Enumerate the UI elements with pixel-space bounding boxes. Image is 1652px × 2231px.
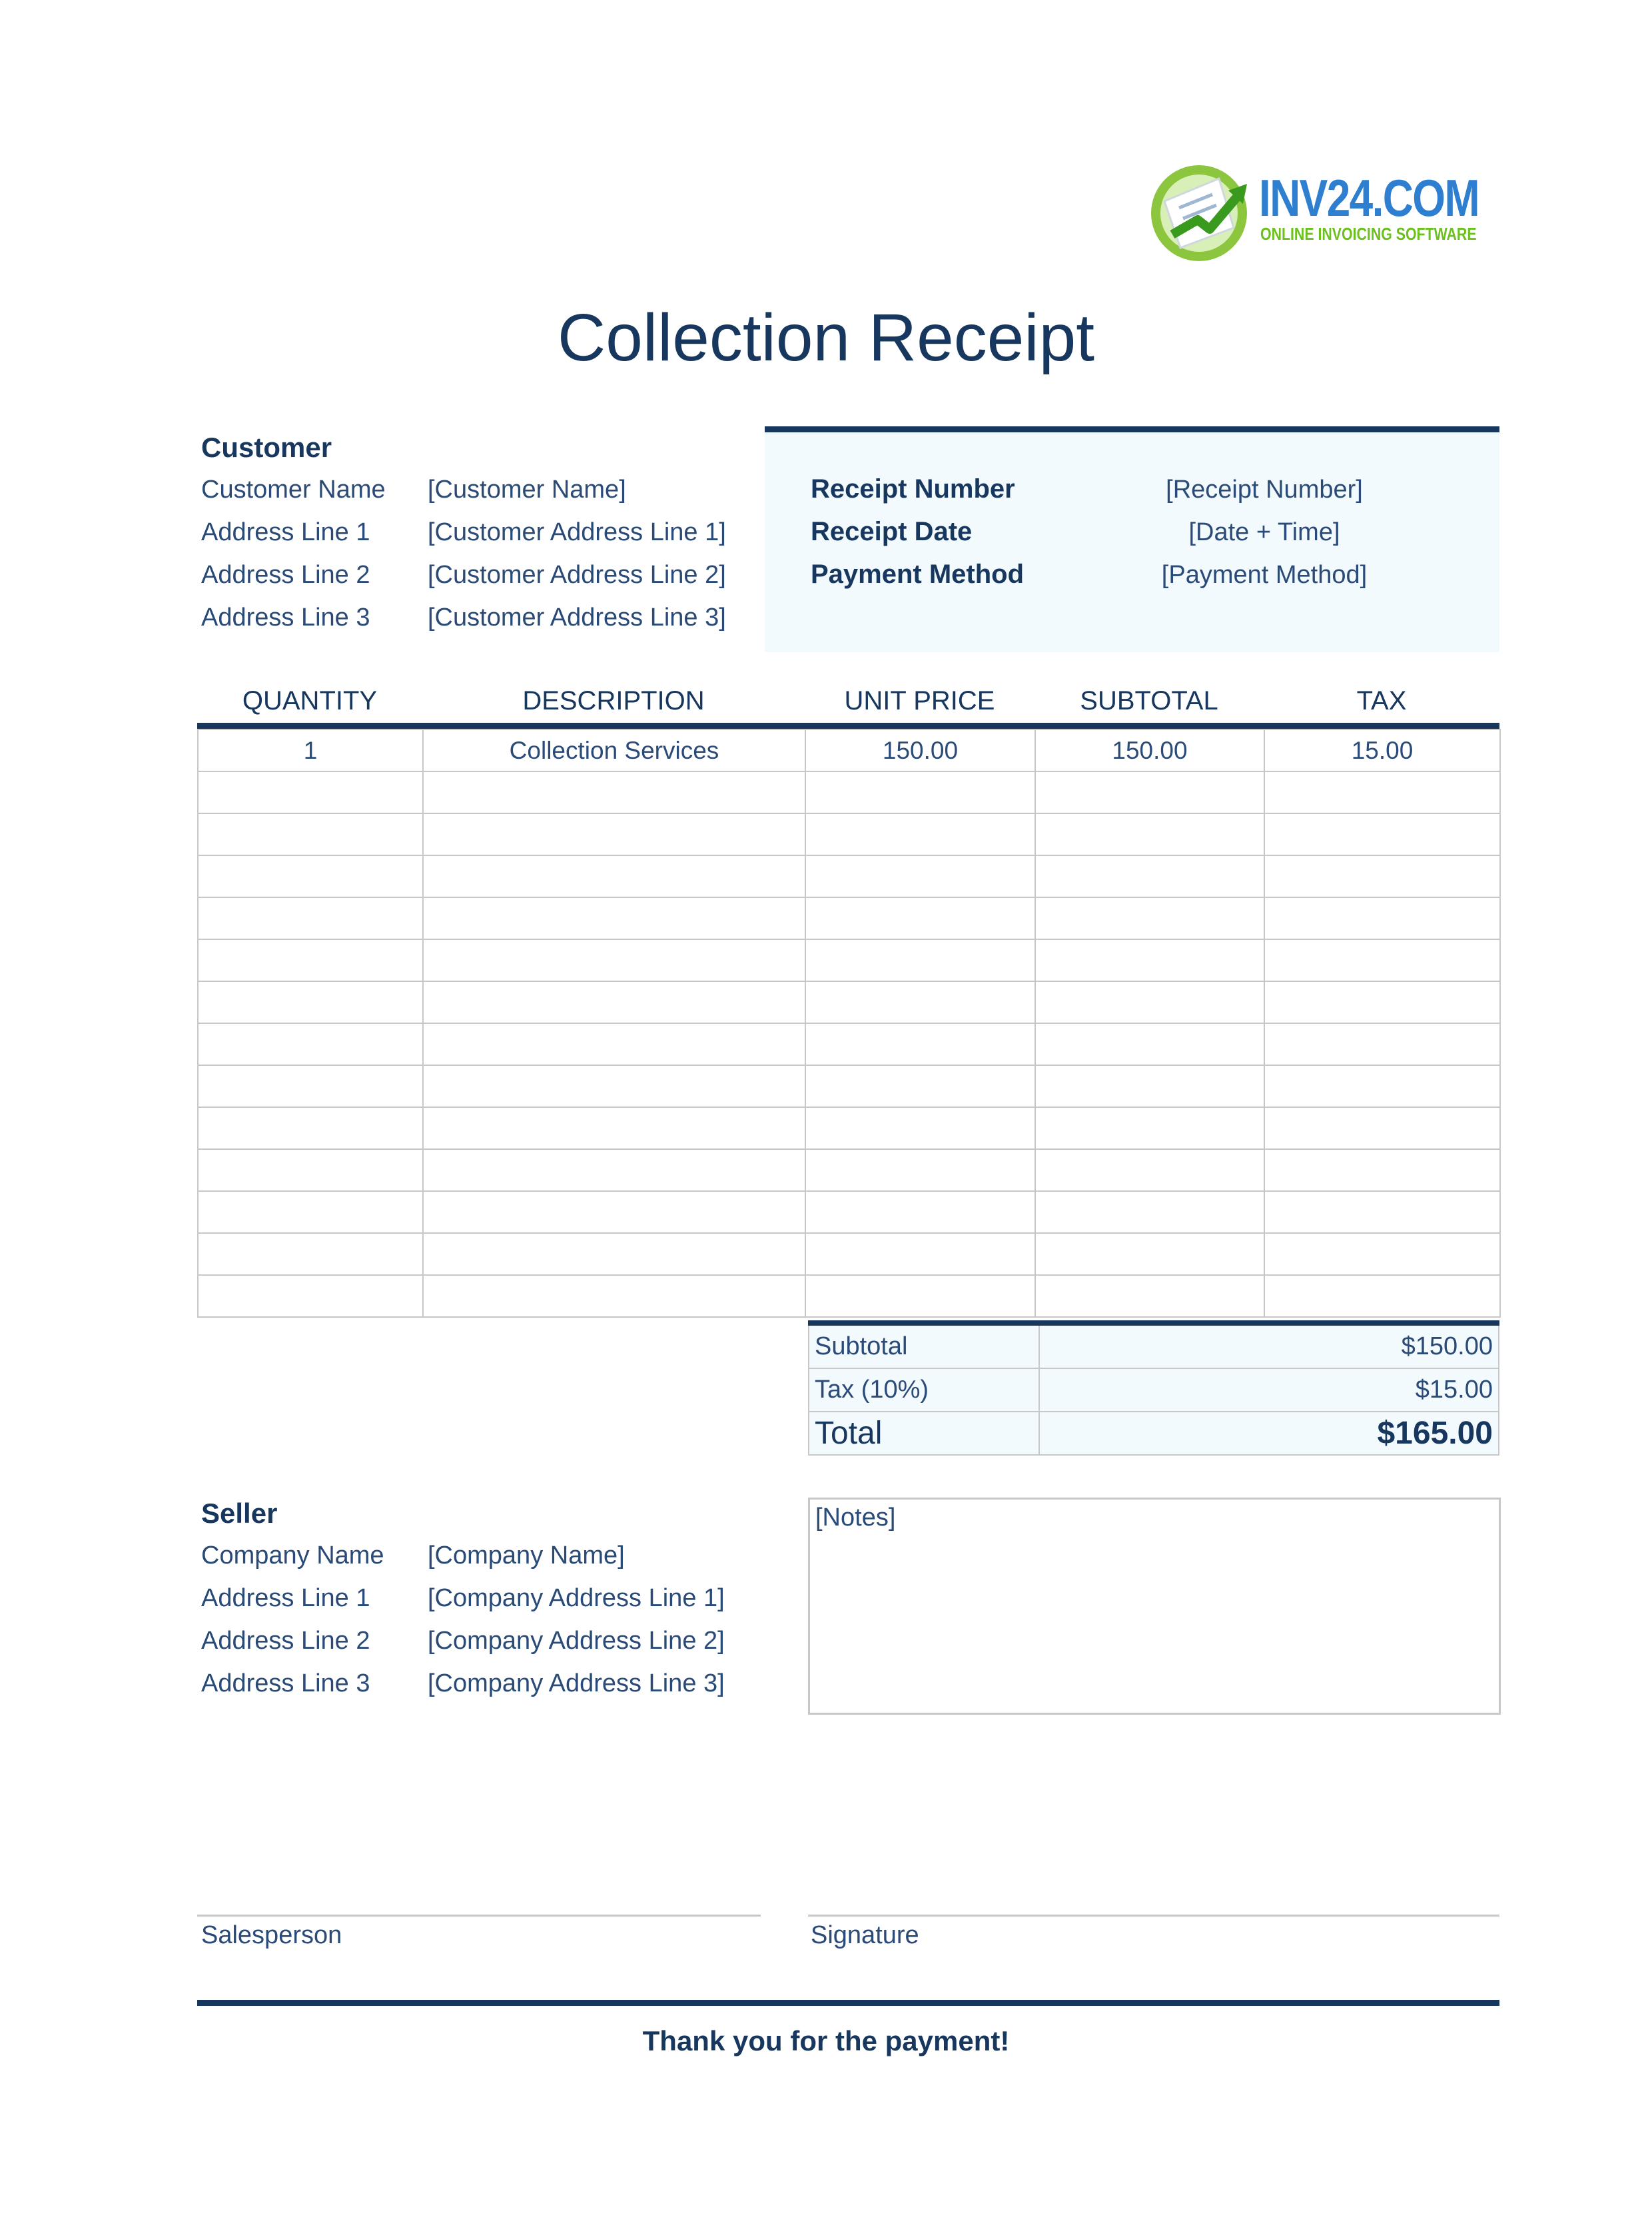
table-row	[198, 939, 1500, 981]
cell-description[interactable]	[423, 855, 805, 897]
cell-description[interactable]	[423, 813, 805, 855]
cell-tax[interactable]	[1264, 939, 1500, 981]
column-header-unit-price: UNIT PRICE	[844, 686, 995, 715]
total-value: $165.00	[1377, 1416, 1493, 1451]
cell-tax[interactable]	[1264, 897, 1500, 939]
cell-description[interactable]	[423, 981, 805, 1023]
cell-description[interactable]	[423, 1191, 805, 1233]
column-header-description: DESCRIPTION	[522, 686, 705, 715]
cell-quantity[interactable]	[198, 855, 423, 897]
table-row	[198, 897, 1500, 939]
total-row	[808, 1412, 1499, 1456]
cell-quantity[interactable]	[198, 1107, 423, 1149]
receipt-date-label: Receipt Date	[811, 517, 973, 546]
notes-text: [Notes]	[815, 1504, 896, 1532]
table-row	[198, 1233, 1500, 1275]
cell-unit-price[interactable]	[805, 1191, 1035, 1233]
cell-tax[interactable]	[1264, 1275, 1500, 1317]
customer-name-value: [Customer Name]	[428, 476, 626, 504]
cell-description[interactable]	[423, 939, 805, 981]
cell-quantity[interactable]	[198, 771, 423, 813]
company-name-value: [Company Name]	[428, 1542, 625, 1569]
customer-address1-value: [Customer Address Line 1]	[428, 518, 726, 546]
cell-unit-price[interactable]	[805, 1065, 1035, 1107]
cell-unit-price[interactable]: 150.00	[805, 729, 1035, 771]
cell-tax[interactable]	[1264, 1233, 1500, 1275]
company-address2-label: Address Line 2	[201, 1627, 370, 1655]
company-address1-label: Address Line 1	[201, 1584, 370, 1612]
signature-line	[808, 1915, 1499, 1917]
thank-you-message: Thank you for the payment!	[642, 2025, 1010, 2056]
cell-subtotal[interactable]	[1035, 1149, 1264, 1191]
cell-subtotal[interactable]	[1035, 981, 1264, 1023]
table-row	[198, 855, 1500, 897]
cell-description[interactable]	[423, 1023, 805, 1065]
table-row	[198, 1065, 1500, 1107]
customer-address1-label: Address Line 1	[201, 518, 370, 546]
cell-subtotal[interactable]	[1035, 1107, 1264, 1149]
table-row	[198, 1191, 1500, 1233]
column-header-subtotal: SUBTOTAL	[1080, 686, 1218, 715]
items-table	[197, 729, 1501, 1318]
cell-quantity[interactable]: 1	[198, 729, 423, 771]
cell-tax[interactable]	[1264, 1107, 1500, 1149]
cell-tax[interactable]	[1264, 1065, 1500, 1107]
table-row	[198, 981, 1500, 1023]
cell-quantity[interactable]	[198, 813, 423, 855]
table-row	[198, 771, 1500, 813]
payment-method-value: [Payment Method]	[1161, 561, 1368, 589]
cell-unit-price[interactable]	[805, 1233, 1035, 1275]
cell-description[interactable]	[423, 1149, 805, 1191]
cell-subtotal[interactable]	[1035, 1275, 1264, 1317]
cell-quantity[interactable]	[198, 1275, 423, 1317]
salesperson-label: Salesperson	[201, 1921, 342, 1949]
cell-tax[interactable]	[1264, 771, 1500, 813]
customer-address3-label: Address Line 3	[201, 604, 370, 632]
logo-text: INV24.COM	[1259, 169, 1479, 227]
cell-tax[interactable]	[1264, 855, 1500, 897]
cell-subtotal[interactable]	[1035, 771, 1264, 813]
subtotal-label: Subtotal	[815, 1332, 908, 1360]
table-row	[198, 1275, 1500, 1317]
customer-name-label: Customer Name	[201, 476, 386, 504]
tax-value: $15.00	[1415, 1376, 1493, 1404]
notes-box[interactable]	[808, 1498, 1501, 1715]
customer-address2-value: [Customer Address Line 2]	[428, 561, 726, 589]
customer-address2-label: Address Line 2	[201, 561, 370, 589]
cell-subtotal[interactable]	[1035, 939, 1264, 981]
column-header-quantity: QUANTITY	[242, 686, 378, 715]
logo-tagline: ONLINE INVOICING SOFTWARE	[1260, 224, 1477, 244]
receipt-number-value: [Receipt Number]	[1166, 476, 1363, 504]
company-address3-label: Address Line 3	[201, 1669, 370, 1697]
cell-quantity[interactable]	[198, 1023, 423, 1065]
cell-subtotal[interactable]	[1035, 1065, 1264, 1107]
cell-unit-price[interactable]	[805, 939, 1035, 981]
cell-subtotal[interactable]	[1035, 1233, 1264, 1275]
subtotal-value: $150.00	[1401, 1332, 1493, 1360]
table-row	[198, 729, 1500, 771]
table-header-rule	[197, 723, 1499, 729]
totals-block	[808, 1326, 1499, 1456]
cell-subtotal[interactable]	[1035, 813, 1264, 855]
cell-unit-price[interactable]	[805, 855, 1035, 897]
cell-quantity[interactable]	[198, 939, 423, 981]
table-row	[198, 1107, 1500, 1149]
cell-tax[interactable]	[1264, 1023, 1500, 1065]
cell-unit-price[interactable]	[805, 897, 1035, 939]
cell-tax[interactable]	[1264, 813, 1500, 855]
cell-description[interactable]	[423, 1107, 805, 1149]
cell-quantity[interactable]	[198, 1191, 423, 1233]
cell-quantity[interactable]	[198, 981, 423, 1023]
tax-label: Tax (10%)	[815, 1376, 929, 1404]
company-name-label: Company Name	[201, 1542, 384, 1569]
table-row	[198, 1023, 1500, 1065]
payment-method-label: Payment Method	[811, 560, 1025, 589]
cell-description[interactable]	[423, 1233, 805, 1275]
cell-unit-price[interactable]	[805, 1023, 1035, 1065]
table-row	[198, 813, 1500, 855]
cell-subtotal[interactable]	[1035, 855, 1264, 897]
cell-unit-price[interactable]	[805, 1149, 1035, 1191]
page-title: Collection Receipt	[558, 300, 1094, 375]
cell-unit-price[interactable]	[805, 1107, 1035, 1149]
subtotal-row	[808, 1326, 1499, 1369]
seller-heading: Seller	[201, 1498, 278, 1529]
cell-tax[interactable]	[1264, 1149, 1500, 1191]
cell-description[interactable]	[423, 1065, 805, 1107]
cell-unit-price[interactable]	[805, 1275, 1035, 1317]
total-label: Total	[815, 1416, 883, 1451]
cell-subtotal[interactable]	[1035, 897, 1264, 939]
column-header-tax: TAX	[1356, 686, 1407, 715]
cell-subtotal[interactable]: 150.00	[1035, 729, 1264, 771]
cell-quantity[interactable]	[198, 897, 423, 939]
cell-unit-price[interactable]	[805, 771, 1035, 813]
cell-description[interactable]	[423, 1275, 805, 1317]
company-address3-value: [Company Address Line 3]	[428, 1669, 725, 1697]
cell-tax[interactable]	[1264, 981, 1500, 1023]
receipt-number-label: Receipt Number	[811, 474, 1015, 504]
receipt-date-value: [Date + Time]	[1188, 518, 1340, 546]
tax-row	[808, 1369, 1499, 1412]
cell-quantity[interactable]	[198, 1065, 423, 1107]
salesperson-line	[197, 1915, 761, 1917]
cell-unit-price[interactable]	[805, 813, 1035, 855]
cell-description[interactable]	[423, 897, 805, 939]
cell-subtotal[interactable]	[1035, 1023, 1264, 1065]
signature-label: Signature	[811, 1921, 919, 1949]
cell-tax[interactable]	[1264, 1191, 1500, 1233]
cell-description[interactable]: Collection Services	[423, 729, 805, 771]
company-address1-value: [Company Address Line 1]	[428, 1584, 725, 1612]
cell-quantity[interactable]	[198, 1233, 423, 1275]
footer-rule	[197, 2000, 1499, 2006]
cell-description[interactable]	[423, 771, 805, 813]
customer-address3-value: [Customer Address Line 3]	[428, 604, 726, 632]
table-row	[198, 1149, 1500, 1191]
cell-subtotal[interactable]	[1035, 1191, 1264, 1233]
company-address2-value: [Company Address Line 2]	[428, 1627, 725, 1655]
cell-quantity[interactable]	[198, 1149, 423, 1191]
cell-tax[interactable]: 15.00	[1264, 729, 1500, 771]
customer-heading: Customer	[201, 432, 332, 463]
cell-unit-price[interactable]	[805, 981, 1035, 1023]
